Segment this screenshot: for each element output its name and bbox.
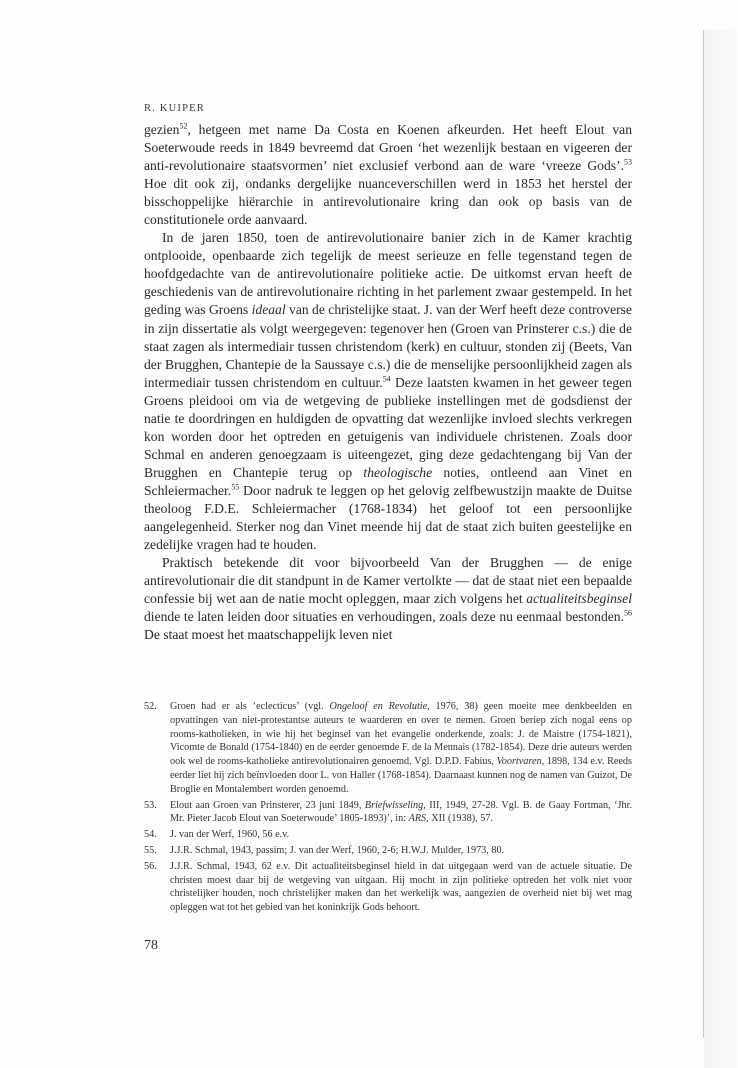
italic-term: ideaal: [251, 302, 286, 318]
footnote-text: J. van der Werf, 1960, 56 e.v.: [170, 829, 290, 841]
footnote-number: 56.: [144, 860, 157, 872]
running-head: R. KUIPER: [144, 103, 205, 114]
footnote-text: J.J.R. Schmal, 1943, 62 e.v. Dit actualiteitsbeginsel hield in dat uitgegaan werd van de actuele situatie. De christen moest daar bij de wetgeving van uitgaan. Hij mocht in zijn politieke optreden het volk niet voor christelijker houden, noch christelijker maken dan het werkelijk was, aangezien de overheid niet bij wet mag opleggen wat tot het gebied van het koninkrijk Gods behoort.: [170, 860, 632, 914]
footnote-text: J.J.R. Schmal, 1943, passim; J. van der Werf, 1960, 2-6; H.W.J. Mulder, 1973, 80.: [170, 844, 505, 856]
footnote-ref: 55: [231, 482, 240, 492]
body-text: [144, 121, 632, 644]
footnote-number: 53.: [144, 799, 157, 811]
paragraph: Praktisch betekende dit voor bijvoorbeeld Van der Brugghen — de enige antirevolutionair die dit standpunt in de Kamer vertolkte — dat de staat niet een bepaalde confessie bij wet aan de natie mocht opleggen, maar zich volgens het actualiteitsbeginsel diende te laten leiden door situaties en verhoudingen, zoals deze nu eenmaal bestonden.$^{56}$ De staat moest het maatschappelijk leven niet: [144, 555, 632, 643]
footnotes: [144, 700, 632, 917]
page-number: 78: [144, 938, 158, 953]
footnote-number: 54.: [144, 829, 157, 841]
footnote: [144, 844, 632, 858]
footnote: [144, 700, 632, 797]
italic-term: theologische: [363, 464, 433, 480]
italic-term: actualiteitsbeginsel: [526, 591, 632, 607]
footnote-ref: 54: [382, 374, 391, 384]
page-edge-line: [703, 30, 704, 1038]
footnote: [144, 828, 632, 842]
italic-term: Ongeloof en Revolutie,: [329, 701, 430, 712]
footnote-number: 52.: [144, 701, 157, 712]
footnote-text: Groen had er als ‘eclecticus’ (vgl. Ongeloof en Revolutie, 1976, 38) geen moeite mee denkbeelden en opvattingen van niet-protestantse auteurs te waarderen en over te nemen. Groen beriep zich nogal eens op rooms-katholieken, in wie hij het beginsel van het evangelie onderkende, zoals: J. de Maistre (1754-1821), Vicomte de Bonald (1754-1840) en de eerder genoemde F. de la Mennais (1782-1854). Deze drie auteurs werden ook wel de rooms-katholieke antirevolutionairen genoemd. Vgl. D.P.D. Fabius, Voortvaren, 1898, 134 e.v. Reeds eerder liet hij zich beïnvloeden door L. von Haller (1768-1854). Daarnaast kunnen nog de namen van Guizot, De Broglie en Montalembert worden genoemd.: [170, 701, 632, 795]
paragraph: In de jaren 1850, toen de antirevolutionaire banier zich in de Kamer krachtig ontplooide, openbaarde zich tegelijk de meest serieuze en felle tegenstand tegen de hoofdgedachte van de antirevolutionaire politieke actie. De uitkomst ervan heeft de geschiedenis van de antirevolutionaire richting in het parlement zwaar gestempeld. In het geding was Groens ideaal van de christelijke staat. J. van der Werf heeft deze controverse in zijn dissertatie als volgt weergegeven: tegenover hen (Groen van Prinsterer c.s.) die de staat zagen als intermediair tussen christendom (kerk) en cultuur, stonden zij (Beets, Van der Brugghen, Chantepie de la Saussaye c.s.) die de menselijke persoonlijkheid zagen als intermediair tussen christendom en cultuur.$^{54}$ Deze laatsten kwamen in het geweer tegen Groens pleidooi om via de wetgeving de publieke instellingen met de godsdienst der natie te doordringen en huldigden de opvatting dat wezenlijke invloed slechts verkregen kon worden door het optreden en getuigenis van individuele christenen. Zoals door Schmal en anderen genoegzaam is uiteengezet, ging deze gedachtengang bij Van der Brugghen en Chantepie terug op theologische noties, ontleend aan Vinet en Schleiermacher.$^{55}$ Door nadruk te leggen op het gelovig zelfbewustzijn maakte de Duitse theoloog F.D.E. Schleiermacher (1768-1834) het geloof tot een persoonlijke aangelegenheid. Sterker nog dan Vinet meende hij dat de staat zich buiten geestelijke en zedelijke vragen had te houden.: [144, 230, 632, 553]
page-edge: [704, 30, 738, 1068]
italic-term: Voortvaren,: [496, 756, 545, 768]
footnote: [144, 799, 632, 827]
footnote-ref: 53: [624, 157, 632, 167]
footnote-text: Elout aan Groen van Prinsterer, 23 juni 1849, Briefwisseling, III, 1949, 27-28. Vgl. B. de Gaay Fortman, ‘Jhr. Mr. Pieter Jacob Elout van Soeterwoude’ 1805-1893)’, in: ARS, XII (1938), 57.: [170, 799, 632, 825]
italic-term: Briefwisseling,: [364, 799, 426, 811]
footnote-number: 55.: [144, 844, 157, 856]
footnote-ref: 56: [624, 608, 632, 618]
paragraph: gezien$^{52}$, hetgeen met name Da Costa en Koenen afkeurden. Het heeft Elout van Soeterwoude reeds in 1849 bevreemd dat Groen ‘het wezenlijk bestaan en vigeeren der anti-revolutionaire staatsvormen’ niet exclusief verbond aan de ware ‘vreeze Gods’.$^{53}$ Hoe dit ook zij, ondanks dergelijke nuanceverschillen werd in 1853 het herstel der bisschoppelijke hiërarchie in antirevolutionaire kring dan ook op basis van de constitutionele orde aanvaard.: [144, 121, 632, 228]
footnote-ref: 52: [179, 121, 188, 131]
footnote: [144, 860, 632, 915]
italic-term: ARS,: [408, 813, 429, 825]
